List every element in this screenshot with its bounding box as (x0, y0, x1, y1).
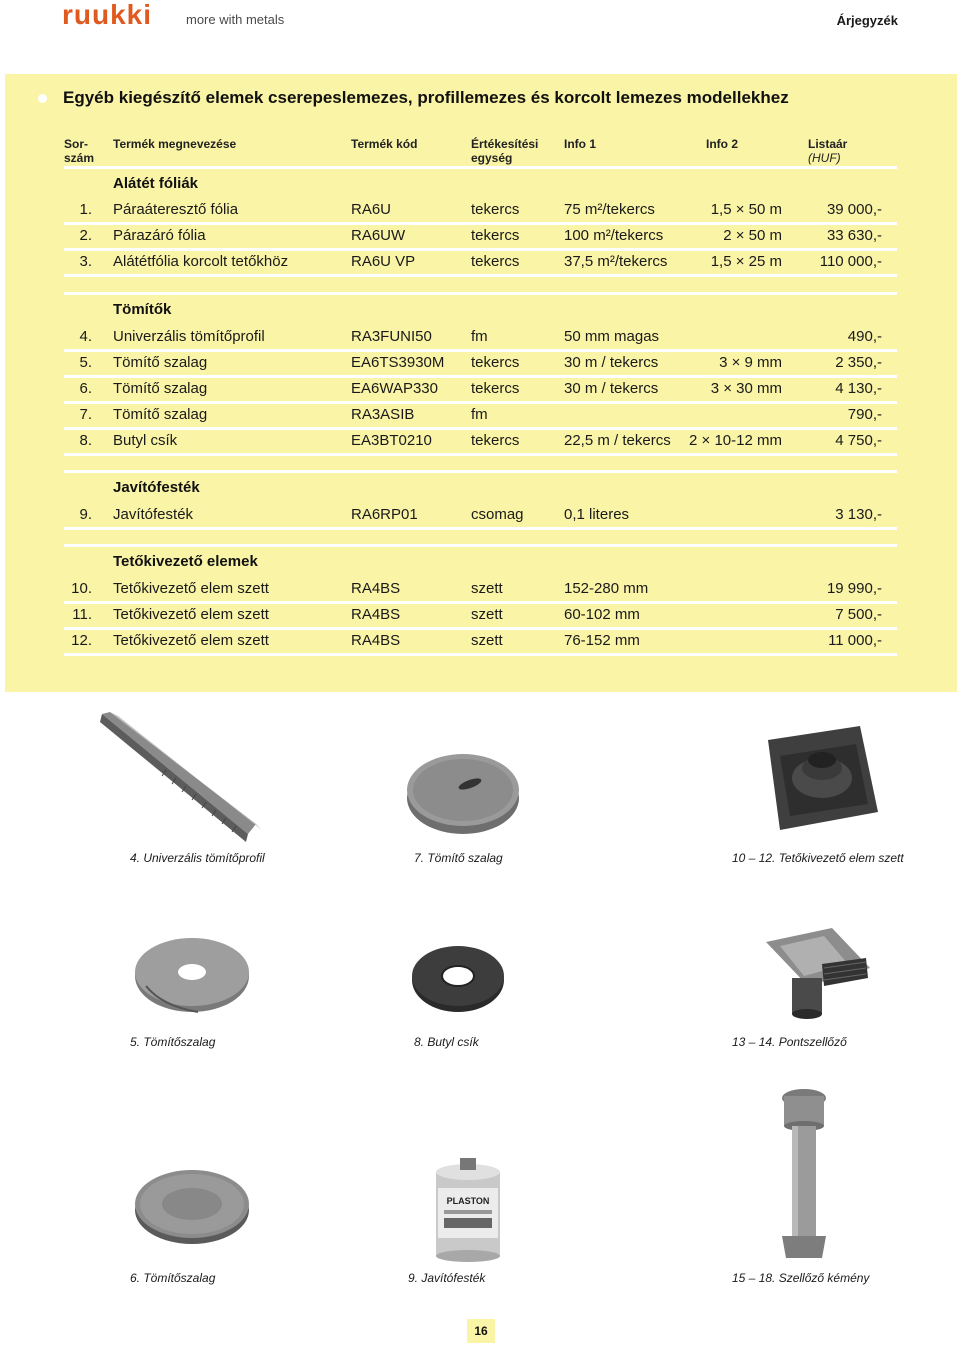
cell-unit: fm (471, 328, 488, 345)
cell-name: Tömítő szalag (113, 354, 208, 371)
row-divider (64, 453, 897, 456)
cell-no: 2. (79, 227, 92, 244)
sealing-tape-disk-image (132, 936, 252, 1014)
group-title: Tömítők (113, 301, 172, 318)
group-title: Tetőkivezető elemek (113, 553, 258, 570)
header-code: Termék kód (351, 137, 418, 151)
cell-info1: 75 m²/tekercs (564, 201, 655, 218)
table-row (0, 250, 960, 272)
cell-price: 11 000,- (828, 632, 882, 649)
cell-unit: fm (471, 406, 488, 423)
cell-info2: 1,5 × 50 m (710, 201, 782, 218)
cell-unit: szett (471, 632, 503, 649)
cell-info2: 3 × 9 mm (719, 354, 782, 371)
group-title: Alátét fóliák (113, 175, 199, 192)
cell-price: 33 630,- (826, 227, 882, 244)
ventilation-chimney-image (778, 1086, 830, 1266)
repair-paint-can-image (426, 1152, 510, 1264)
cell-unit: szett (471, 580, 503, 597)
group-divider (64, 470, 897, 473)
table-row (0, 377, 960, 399)
cell-unit: tekercs (471, 354, 520, 371)
caption: 10 – 12. Tetőkivezető elem szett (732, 851, 904, 865)
section-title-text: Egyéb kiegészítő elemek cserepeslemezes, profillemezes és korcolt lemezes modellekhez (63, 88, 789, 107)
sealing-tape-disk-image-2 (132, 1166, 252, 1246)
cell-unit: tekercs (471, 201, 520, 218)
sealing-tape-roll-image (404, 746, 522, 838)
cell-info1: 37,5 m²/tekercs (564, 253, 668, 270)
caption: 9. Javítófesték (408, 1271, 486, 1285)
header-divider (64, 166, 897, 169)
ruukki-logo-icon (62, 2, 174, 28)
table-row (0, 577, 960, 599)
cell-price: 490,- (847, 328, 882, 345)
butyl-strip-roll-image (408, 940, 508, 1016)
table-row (0, 198, 960, 220)
cell-code: RA6U VP (351, 253, 416, 270)
cell-info1: 22,5 m / tekercs (564, 432, 671, 449)
cell-unit: tekercs (471, 227, 520, 244)
cell-code: RA3ASIB (351, 406, 415, 423)
cell-info1: 76-152 mm (564, 632, 640, 649)
caption: 13 – 14. Pontszellőző (732, 1035, 847, 1049)
cell-code: RA6UW (351, 227, 406, 244)
cell-name: Tetőkivezető elem szett (113, 632, 269, 649)
table-row (0, 629, 960, 651)
cell-info2: 2 × 10-12 mm (689, 432, 782, 449)
caption: 15 – 18. Szellőző kémény (732, 1271, 870, 1285)
header-name: Termék megnevezése (113, 137, 237, 151)
cell-unit: csomag (471, 506, 524, 523)
table-row (0, 603, 960, 625)
cell-info1: 30 m / tekercs (564, 380, 659, 397)
cell-unit: tekercs (471, 253, 520, 270)
cell-name: Tömítő szalag (113, 380, 208, 397)
svg-text:ruukki: ruukki (62, 2, 153, 28)
group-divider (64, 292, 897, 295)
cell-name: Butyl csík (113, 432, 178, 449)
cell-code: RA6RP01 (351, 506, 418, 523)
cell-name: Alátétfólia korcolt tetőkhöz (113, 253, 289, 270)
point-ventilator-image (762, 920, 874, 1020)
cell-no: 8. (79, 432, 92, 449)
cell-code: RA4BS (351, 632, 401, 649)
table-row (0, 325, 960, 347)
cell-unit: tekercs (471, 432, 520, 449)
group-divider (64, 544, 897, 547)
cell-name: Páraáteresztő fólia (113, 201, 239, 218)
caption: 5. Tömítőszalag (130, 1035, 216, 1049)
table-row (0, 503, 960, 525)
row-divider (64, 274, 897, 277)
cell-name: Univerzális tömítőprofil (113, 328, 265, 345)
caption: 8. Butyl csík (414, 1035, 479, 1049)
header-info1: Info 1 (564, 137, 596, 151)
cell-info1: 0,1 literes (564, 506, 630, 523)
caption: 4. Univerzális tömítőprofil (130, 851, 265, 865)
cell-code: RA4BS (351, 580, 401, 597)
header-price-line2: (HUF) (808, 151, 841, 165)
header-no (64, 137, 94, 165)
cell-unit: szett (471, 606, 503, 623)
caption: 7. Tömítő szalag (414, 851, 503, 865)
header-unit-line2: egység (471, 151, 513, 165)
sealing-profile-image (96, 708, 266, 846)
cell-price: 19 990,- (826, 580, 882, 597)
cell-price: 110 000,- (819, 253, 882, 270)
header-no-line1: Sor- (64, 137, 88, 151)
cell-name: Tetőkivezető elem szett (113, 580, 269, 597)
header-unit (471, 137, 538, 165)
cell-price: 4 130,- (835, 380, 882, 397)
cell-info2: 3 × 30 mm (710, 380, 782, 397)
page-number: 16 (467, 1319, 495, 1343)
row-divider (64, 653, 897, 656)
bullet-icon (38, 94, 47, 103)
table-row (0, 351, 960, 373)
cell-no: 4. (79, 328, 92, 345)
cell-info1: 30 m / tekercs (564, 354, 659, 371)
group-title: Javítófesték (113, 479, 200, 496)
tagline: more with metals (186, 12, 285, 27)
cell-code: EA6TS3930M (351, 354, 445, 371)
header-price (808, 137, 847, 165)
row-divider (64, 527, 897, 530)
cell-no: 1. (79, 201, 92, 218)
cell-name: Javítófesték (113, 506, 194, 523)
cell-code: RA4BS (351, 606, 401, 623)
cell-name: Párazáró fólia (113, 227, 206, 244)
cell-unit: tekercs (471, 380, 520, 397)
header-price-line1: Listaár (808, 137, 848, 151)
roof-outlet-set-image (760, 716, 882, 840)
table-row (0, 224, 960, 246)
cell-no: 5. (79, 354, 92, 371)
cell-code: RA3FUNI50 (351, 328, 432, 345)
cell-no: 7. (79, 406, 92, 423)
page-header (0, 0, 960, 40)
caption: 6. Tömítőszalag (130, 1271, 216, 1285)
cell-no: 3. (79, 253, 92, 270)
header-info2: Info 2 (706, 137, 738, 151)
table-row (0, 429, 960, 451)
cell-price: 4 750,- (835, 432, 882, 449)
cell-info1: 50 mm magas (564, 328, 660, 345)
cell-no: 12. (71, 632, 92, 649)
cell-price: 2 350,- (835, 354, 882, 371)
cell-code: EA6WAP330 (351, 380, 438, 397)
cell-code: RA6U (351, 201, 392, 218)
cell-info1: 100 m²/tekercs (564, 227, 664, 244)
table-row (0, 403, 960, 425)
cell-name: Tetőkivezető elem szett (113, 606, 269, 623)
cell-info1: 60-102 mm (564, 606, 640, 623)
cell-price: 7 500,- (835, 606, 882, 623)
cell-price: 790,- (847, 406, 882, 423)
cell-name: Tömítő szalag (113, 406, 208, 423)
section-title (38, 88, 789, 108)
cell-no: 9. (79, 506, 92, 523)
cell-no: 10. (71, 580, 92, 597)
paint-can-label: PLASTON (446, 1196, 490, 1206)
cell-price: 3 130,- (835, 506, 882, 523)
header-no-line2: szám (64, 151, 95, 165)
cell-price: 39 000,- (826, 201, 882, 218)
cell-info1: 152-280 mm (564, 580, 649, 597)
document-title: Árjegyzék (836, 13, 898, 28)
cell-no: 6. (79, 380, 92, 397)
cell-info2: 1,5 × 25 m (710, 253, 782, 270)
cell-code: EA3BT0210 (351, 432, 432, 449)
cell-no: 11. (72, 606, 92, 623)
header-unit-line1: Értékesítési (471, 137, 539, 151)
cell-info2: 2 × 50 m (723, 227, 782, 244)
